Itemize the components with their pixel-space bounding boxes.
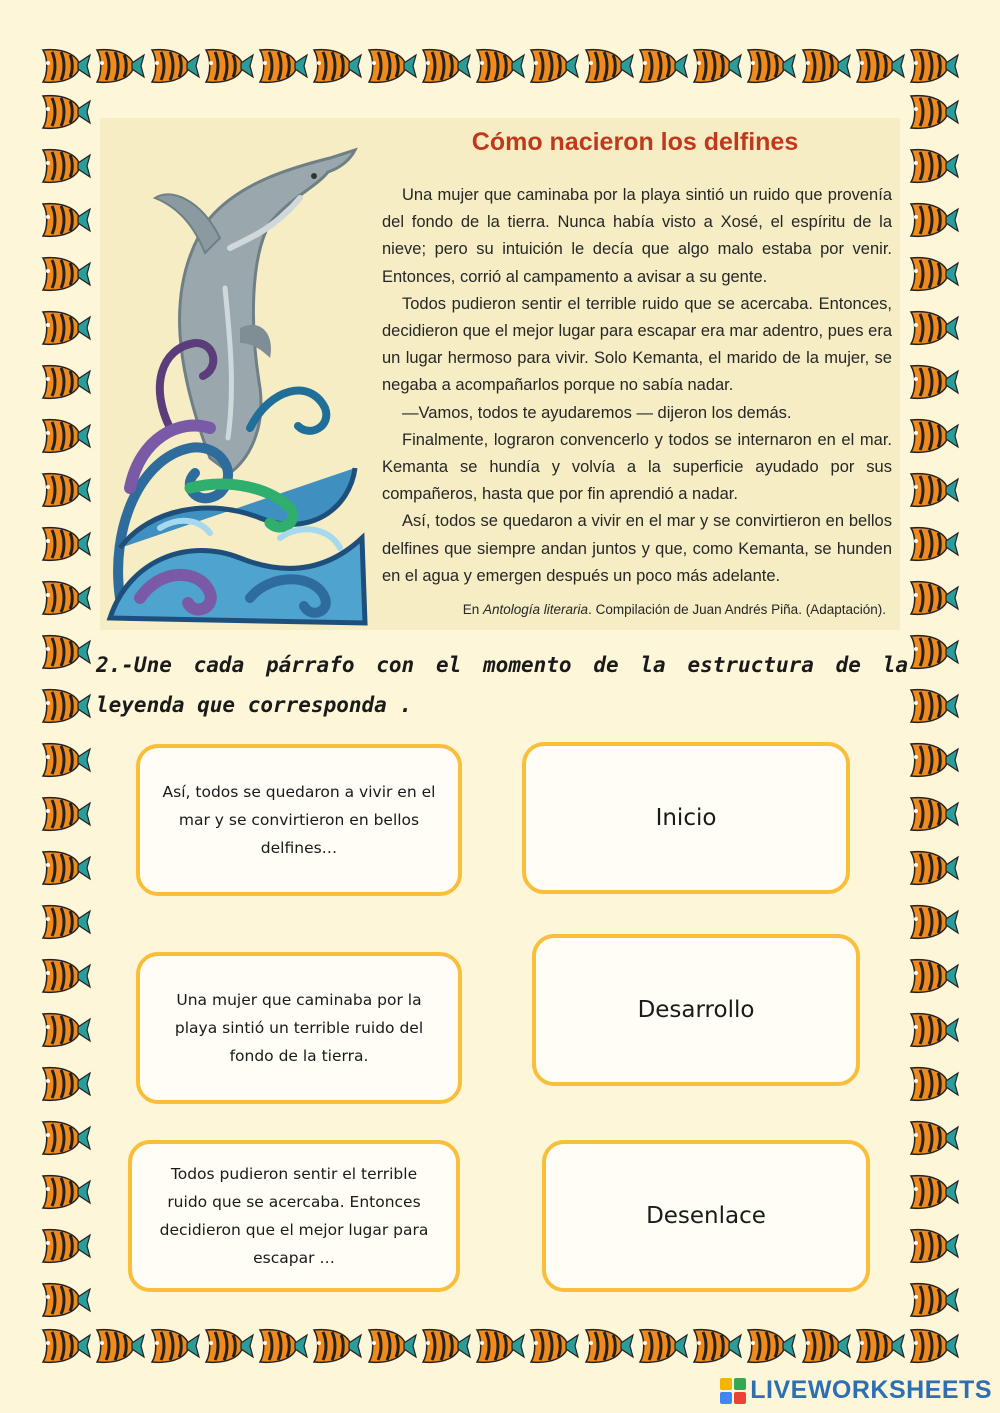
tropical-fish-icon bbox=[203, 1326, 255, 1366]
tropical-fish-icon bbox=[40, 362, 92, 402]
tropical-fish-icon bbox=[40, 308, 92, 348]
tropical-fish-icon bbox=[474, 46, 526, 86]
tropical-fish-icon bbox=[908, 92, 960, 132]
stage-card-label: Desarrollo bbox=[637, 997, 755, 1023]
story-paragraph: Una mujer que caminaba por la playa sintió un ruido que provenía del fondo de la tierra. Nunca había visto a Xosé, el espíritu de la nieve; pero su intuición le decía que algo malo estaba por venir. Entonces, corrió al campamento a avisar a su gente. bbox=[382, 186, 892, 286]
tropical-fish-icon bbox=[908, 1010, 960, 1050]
tropical-fish-icon bbox=[40, 1064, 92, 1104]
tropical-fish-icon bbox=[908, 470, 960, 510]
tropical-fish-icon bbox=[40, 848, 92, 888]
story-paragraph: Así, todos se quedaron a vivir en el mar y se convirtieron en bellos delfines que siempre andan juntos y que, como Kemanta, se hunden en el agua y emergen después un poco más adelante. bbox=[382, 512, 892, 585]
tropical-fish-icon bbox=[908, 1280, 960, 1320]
tropical-fish-icon bbox=[908, 632, 960, 672]
tropical-fish-icon bbox=[40, 956, 92, 996]
tropical-fish-icon bbox=[203, 46, 255, 86]
tropical-fish-icon bbox=[40, 416, 92, 456]
tropical-fish-icon bbox=[40, 1172, 92, 1212]
tropical-fish-icon bbox=[40, 470, 92, 510]
tropical-fish-icon bbox=[257, 1326, 309, 1366]
tropical-fish-icon bbox=[800, 1326, 852, 1366]
tropical-fish-icon bbox=[637, 1326, 689, 1366]
tropical-fish-icon bbox=[908, 686, 960, 726]
story-title: Cómo nacieron los delfines bbox=[471, 128, 799, 156]
tropical-fish-icon bbox=[908, 416, 960, 456]
tropical-fish-icon bbox=[908, 1172, 960, 1212]
tropical-fish-icon bbox=[908, 740, 960, 780]
tropical-fish-icon bbox=[908, 848, 960, 888]
tropical-fish-icon bbox=[40, 632, 92, 672]
tropical-fish-icon bbox=[908, 956, 960, 996]
reading-panel bbox=[100, 118, 900, 630]
tropical-fish-icon bbox=[40, 146, 92, 186]
tropical-fish-icon bbox=[366, 1326, 418, 1366]
fish-border-bottom bbox=[40, 1324, 960, 1368]
tropical-fish-icon bbox=[40, 1226, 92, 1266]
tropical-fish-icon bbox=[40, 200, 92, 240]
tropical-fish-icon bbox=[40, 254, 92, 294]
paragraph-card-3[interactable] bbox=[128, 1140, 460, 1292]
stage-card-label: Inicio bbox=[655, 805, 717, 831]
paragraph-card-text: Todos pudieron sentir el terrible ruido que se acercaba. Entonces decidieron que el mejor lugar para escapar … bbox=[159, 1165, 429, 1267]
story-source: En Antología literaria. Compilación de Juan Andrés Piña. (Adaptación). bbox=[462, 602, 886, 617]
tropical-fish-icon bbox=[40, 578, 92, 618]
tropical-fish-icon bbox=[40, 524, 92, 564]
paragraph-card-2[interactable] bbox=[136, 952, 462, 1104]
tropical-fish-icon bbox=[40, 1280, 92, 1320]
tropical-fish-icon bbox=[40, 1326, 92, 1366]
tropical-fish-icon bbox=[908, 254, 960, 294]
tropical-fish-icon bbox=[257, 46, 309, 86]
paragraph-card-text: Una mujer que caminaba por la playa sintió un terrible ruido del fondo de la tierra. bbox=[174, 991, 424, 1065]
fish-border-right bbox=[908, 92, 960, 1320]
tropical-fish-icon bbox=[800, 46, 852, 86]
tropical-fish-icon bbox=[366, 46, 418, 86]
tropical-fish-icon bbox=[528, 1326, 580, 1366]
tropical-fish-icon bbox=[94, 1326, 146, 1366]
tropical-fish-icon bbox=[908, 1064, 960, 1104]
stage-card-inicio[interactable] bbox=[522, 742, 850, 894]
stage-card-desarrollo[interactable] bbox=[532, 934, 860, 1086]
tropical-fish-icon bbox=[40, 46, 92, 86]
tropical-fish-icon bbox=[691, 1326, 743, 1366]
paragraph-card-text: Así, todos se quedaron a vivir en el mar y se convirtieron en bellos delfines… bbox=[162, 783, 436, 857]
liveworksheets-logo-icon bbox=[720, 1378, 746, 1404]
story-paragraph: Todos pudieron sentir el terrible ruido que se acercaba. Entonces, decidieron que el mejor lugar para escapar era mar adentro, pues era un lugar hermoso para vivir. Solo Kemanta, el marido de la mujer, se negaba a acompañarlos porque no sabía nadar. bbox=[382, 294, 892, 395]
tropical-fish-icon bbox=[908, 362, 960, 402]
tropical-fish-icon bbox=[908, 1326, 960, 1366]
brand-watermark bbox=[720, 1376, 992, 1405]
story-text bbox=[382, 182, 892, 590]
paragraph-card-1[interactable] bbox=[136, 744, 462, 896]
tropical-fish-icon bbox=[40, 794, 92, 834]
tropical-fish-icon bbox=[908, 902, 960, 942]
tropical-fish-icon bbox=[908, 578, 960, 618]
tropical-fish-icon bbox=[420, 46, 472, 86]
tropical-fish-icon bbox=[908, 308, 960, 348]
tropical-fish-icon bbox=[311, 1326, 363, 1366]
tropical-fish-icon bbox=[908, 524, 960, 564]
tropical-fish-icon bbox=[583, 46, 635, 86]
tropical-fish-icon bbox=[420, 1326, 472, 1366]
tropical-fish-icon bbox=[745, 46, 797, 86]
story-paragraph: Finalmente, lograron convencerlo y todos se internaron en el mar. Kemanta se hundía y volvía a la superficie ayudado por sus compañeros, hasta que por fin aprendió a nadar. bbox=[382, 430, 892, 504]
tropical-fish-icon bbox=[854, 1326, 906, 1366]
tropical-fish-icon bbox=[40, 740, 92, 780]
tropical-fish-icon bbox=[528, 46, 580, 86]
tropical-fish-icon bbox=[908, 1118, 960, 1158]
tropical-fish-icon bbox=[583, 1326, 635, 1366]
fish-border-top bbox=[40, 44, 960, 88]
tropical-fish-icon bbox=[908, 200, 960, 240]
brand-name: LIVEWORKSHEETS bbox=[750, 1376, 992, 1404]
fish-border-left bbox=[40, 92, 92, 1320]
tropical-fish-icon bbox=[40, 902, 92, 942]
tropical-fish-icon bbox=[908, 46, 960, 86]
tropical-fish-icon bbox=[149, 46, 201, 86]
tropical-fish-icon bbox=[149, 1326, 201, 1366]
tropical-fish-icon bbox=[745, 1326, 797, 1366]
tropical-fish-icon bbox=[40, 92, 92, 132]
tropical-fish-icon bbox=[311, 46, 363, 86]
tropical-fish-icon bbox=[908, 794, 960, 834]
exercise-instruction: 2.-Une cada párrafo con el momento de la estructura de la leyenda que corresponda . bbox=[96, 653, 908, 717]
tropical-fish-icon bbox=[94, 46, 146, 86]
tropical-fish-icon bbox=[637, 46, 689, 86]
stage-card-label: Desenlace bbox=[646, 1203, 766, 1229]
tropical-fish-icon bbox=[40, 686, 92, 726]
tropical-fish-icon bbox=[474, 1326, 526, 1366]
tropical-fish-icon bbox=[691, 46, 743, 86]
tropical-fish-icon bbox=[908, 1226, 960, 1266]
tropical-fish-icon bbox=[854, 46, 906, 86]
story-paragraph: —Vamos, todos te ayudaremos — dijeron los demás. bbox=[402, 403, 792, 422]
tropical-fish-icon bbox=[40, 1118, 92, 1158]
tropical-fish-icon bbox=[908, 146, 960, 186]
tropical-fish-icon bbox=[40, 1010, 92, 1050]
dolphin-icon bbox=[100, 128, 370, 628]
stage-card-desenlace[interactable] bbox=[542, 1140, 870, 1292]
